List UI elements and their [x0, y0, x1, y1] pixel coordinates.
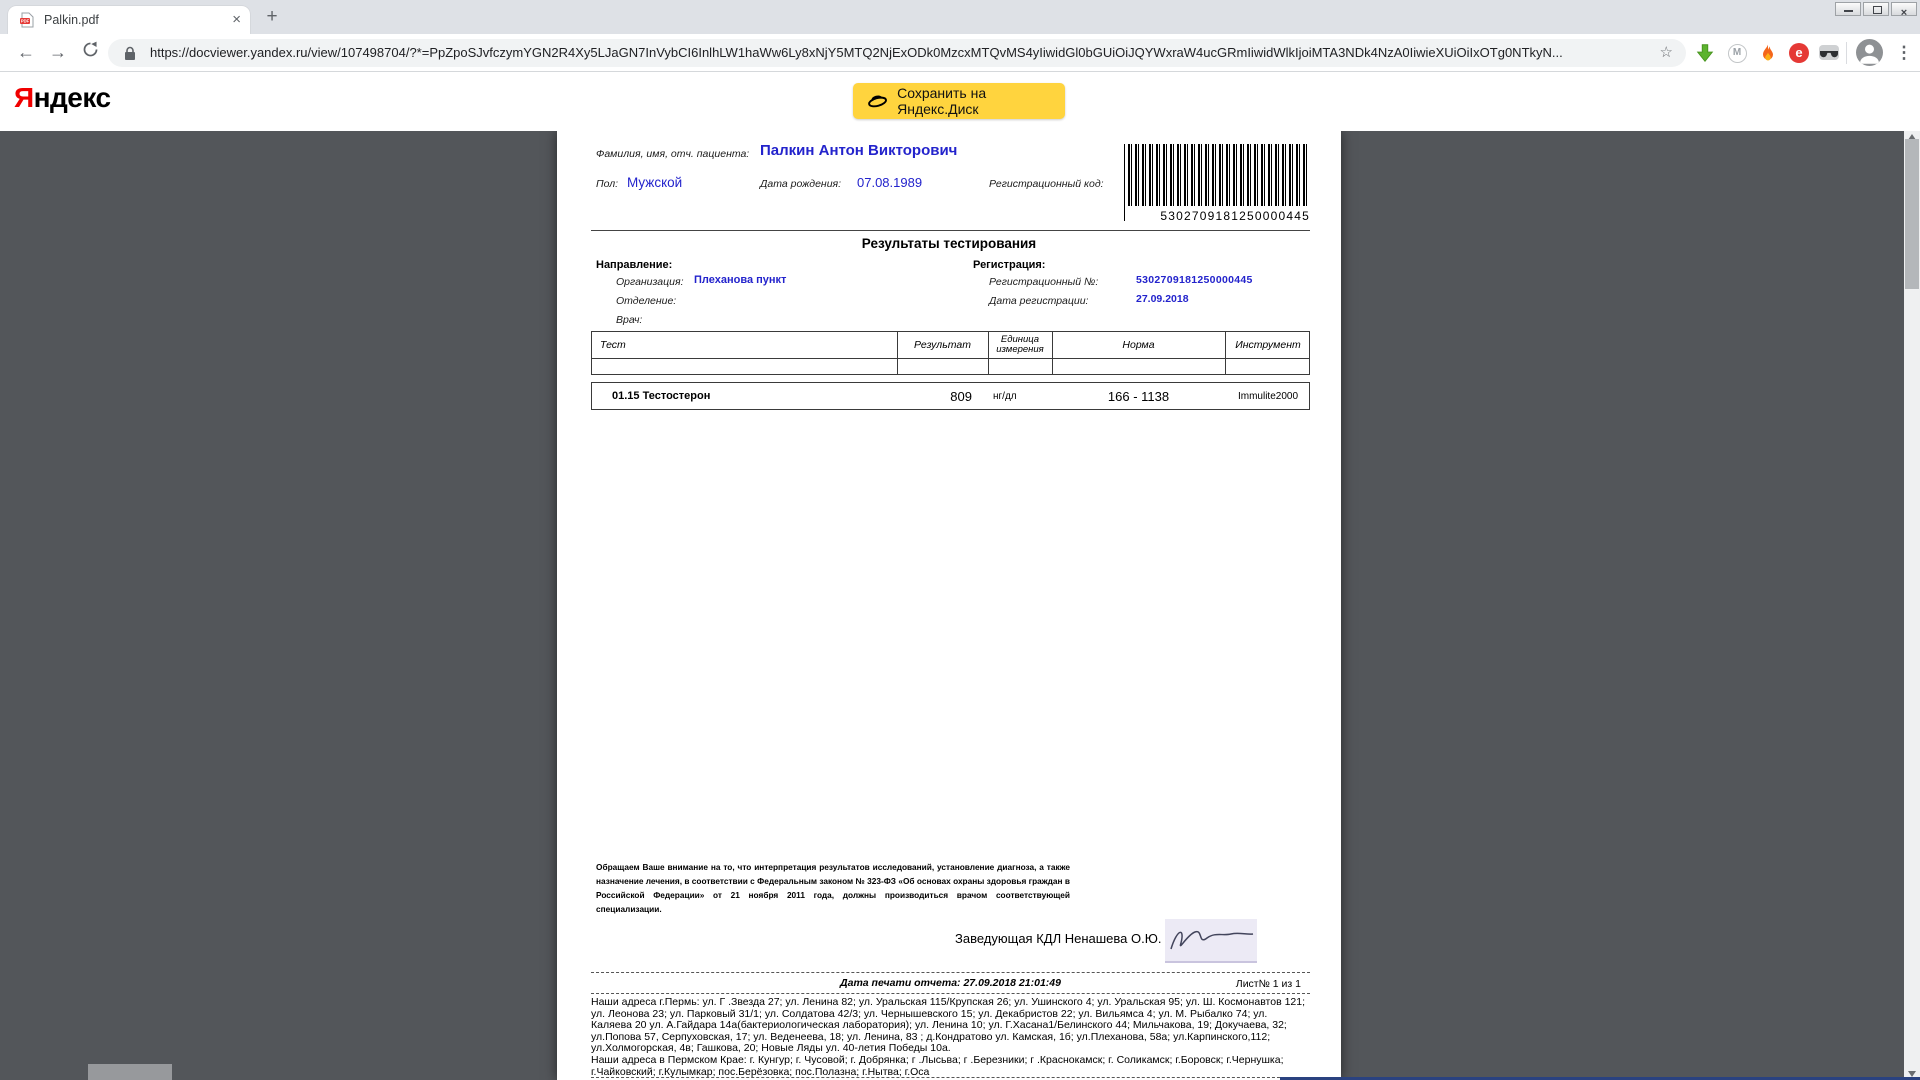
- sex-label: Пол:: [596, 178, 619, 190]
- save-button-label: Сохранить на Яндекс.Диск: [897, 85, 987, 117]
- registration-number-value: 5302709181250000445: [1136, 274, 1253, 286]
- new-tab-button[interactable]: +: [266, 6, 278, 27]
- disclaimer-text: Обращаем Ваше внимание на то, что интерпретация результатов исследований, установление диагноза, а также назначение лечения, в соответствии с Федеральным законом № 323-ФЗ «Об основах охраны здоровья граждан в Российской Федерации» от 21 ноября 2011 года, должны производиться врачом соответствующей специализации.: [596, 862, 1070, 914]
- docviewer-header: [0, 72, 1920, 131]
- window-minimize-button[interactable]: [1835, 2, 1861, 16]
- bottom-dashed-line: [591, 1077, 1310, 1078]
- patient-name-value: Палкин Антон Викторович: [760, 142, 958, 159]
- lock-icon: [124, 46, 136, 61]
- window-close-button[interactable]: [1891, 2, 1917, 19]
- horizontal-scrollbar-thumb[interactable]: [88, 1064, 172, 1080]
- yandex-logo[interactable]: Яндекс: [14, 82, 111, 113]
- test-unit: нг/дл: [993, 391, 1017, 402]
- extension-e-icon[interactable]: e: [1786, 40, 1812, 66]
- tab-bar: [0, 0, 1920, 34]
- test-norm: 166 - 1138: [1107, 389, 1170, 404]
- print-date: Дата печати отчета: 27.09.2018 21:01:49: [840, 977, 1061, 989]
- svg-text:PDF: PDF: [20, 18, 30, 24]
- toolbar-divider: [1846, 42, 1847, 64]
- tab-close-icon[interactable]: ×: [232, 11, 241, 28]
- report-title: Результаты тестирования: [861, 236, 1037, 251]
- forward-button[interactable]: →: [49, 42, 67, 62]
- signature-image: [1165, 919, 1257, 963]
- results-table-empty-row: [591, 359, 1310, 375]
- address-bar[interactable]: [108, 39, 1686, 67]
- doctor-label: Врач:: [616, 314, 643, 326]
- column-header-unit: Единица измерения: [996, 333, 1044, 355]
- patient-name-label: Фамилия, имя, отч. пациента:: [596, 148, 750, 160]
- test-result: 809: [950, 389, 972, 404]
- extension-downloader-icon[interactable]: [1692, 40, 1718, 66]
- yandex-disk-saucer-icon: [866, 89, 889, 113]
- barcode: [1128, 144, 1310, 206]
- browser-menu-button[interactable]: ⋮: [1895, 43, 1913, 62]
- extension-flame-icon[interactable]: [1755, 40, 1781, 66]
- birth-date-value: 07.08.1989: [857, 175, 923, 190]
- organization-value: Плеханова пункт: [694, 274, 787, 286]
- addresses-perm: Наши адреса г.Пермь: ул. Г .Звезда 27; ул. Ленина 82; ул. Уральская 115/Крупская 26; ул. Ушинского 4; ул. Уральская 95; ул. Ш. Космонавтов 121; ул. Леонова 23; ул. Парковый 31/1; ул. Солдатова 42/3; ул. Чернышевского 15; ул. Декабристов 22; ул. Вильямса 4; ул. М. Рыбалко 74; ул. Каляева 20 ул. А.Гайдара 14а(бактериологическая лаборатория); ул. Ленина 10; ул. Г.Хасана1/Белинского 44; Мильчакова, 19; Докучаева, 32; ул.Попова 57, Серпуховская, 17; ул. Веденеева, 18; ул. Ленина, 83 ; д.Кондратово ул. Камская, 1б; ул.Плеханова, 58а; ул.Карпинского,112; ул.Холмогорская, 4в; Гашкова, 20; Новые Ляды ул. 40-летия Победы 10а.: [591, 996, 1305, 1055]
- test-instrument: Immulite2000: [1237, 391, 1299, 402]
- birth-date-label: Дата рождения:: [760, 178, 842, 190]
- addresses-block: [591, 997, 1311, 1078]
- vertical-scrollbar-thumb[interactable]: [1905, 139, 1919, 289]
- column-header-test: Тест: [600, 339, 626, 351]
- column-header-instrument: Инструмент: [1235, 339, 1301, 351]
- addresses-krai: Наши адреса в Пермском Крае: г. Кунгур; г. Чусовой; г. Добрянка; г .Лысьва; г .Березники; г .Краснокамск; г. Соликамск; г.Боровск; г.Чернушка; г.Чайковский; г.Кулымкар; пос.Берёзовка; пос.Полазна; г.Нытва; г.Оса: [591, 1053, 1284, 1078]
- registration-number-label: Регистрационный №:: [989, 276, 1099, 288]
- back-button[interactable]: ←: [17, 42, 35, 62]
- pdf-file-icon: [19, 12, 35, 28]
- bookmark-star-icon[interactable]: ☆: [1659, 44, 1673, 61]
- vertical-scrollbar[interactable]: [1904, 131, 1920, 1080]
- restore-icon: [1873, 6, 1882, 14]
- registration-date-value: 27.09.2018: [1136, 293, 1189, 305]
- pdf-page: [557, 131, 1341, 1080]
- person-icon: [1856, 39, 1883, 66]
- column-header-norm: Норма: [1122, 339, 1155, 351]
- document-viewport[interactable]: [0, 131, 1920, 1080]
- browser-tab-palkin[interactable]: [8, 6, 250, 34]
- profile-avatar-button[interactable]: [1856, 39, 1883, 66]
- reload-button[interactable]: [76, 39, 104, 67]
- section-divider-line: [591, 230, 1310, 231]
- registration-code-label: Регистрационный код:: [989, 178, 1104, 190]
- department-label: Отделение:: [616, 295, 677, 307]
- results-table-row: [591, 382, 1310, 410]
- direction-section-label: Направление:: [596, 259, 673, 271]
- test-name: 01.15 Тестостерон: [612, 390, 711, 402]
- sex-value: Мужской: [627, 175, 683, 190]
- close-icon: ×: [1900, 7, 1908, 19]
- url-text[interactable]: https://docviewer.yandex.ru/view/107498704/?*=PpZpoSJvfczymYGN2R4Xy5LJaGN7InVybCI6InlhLW1haWw6Ly8xNjY5MTQ2NjExODk0MzcxMTQvMS4yIiwidGl0bGUiOiJQYWxraW4ucGRmIiwidWlkIjoiMTA3NDk4NzA0IiwieXUiOiIxOTg0NTkyN...: [150, 45, 1563, 60]
- column-header-result: Результат: [914, 339, 971, 351]
- minimize-icon: [1844, 10, 1853, 12]
- addresses-dashed-line: [591, 993, 1310, 994]
- browser-toolbar: [0, 34, 1920, 72]
- tab-title: Palkin.pdf: [44, 13, 99, 27]
- results-table-header: [591, 331, 1310, 359]
- registration-date-label: Дата регистрации:: [989, 295, 1089, 307]
- sheet-number: Лист№ 1 из 1: [1235, 978, 1301, 990]
- organization-label: Организация:: [616, 276, 684, 288]
- signature-label: Заведующая КДЛ Ненашева О.Ю.: [955, 931, 1162, 946]
- save-to-yandex-disk-button[interactable]: [853, 83, 1065, 119]
- extension-mask-icon[interactable]: [1816, 40, 1842, 66]
- footer-dashed-line: [591, 972, 1310, 973]
- extension-m-icon[interactable]: M: [1724, 40, 1750, 66]
- registration-section-label: Регистрация:: [973, 259, 1046, 271]
- reload-icon: [82, 41, 99, 58]
- barcode-number: 5302709181250000445: [1160, 209, 1310, 223]
- window-restore-button[interactable]: [1863, 2, 1889, 16]
